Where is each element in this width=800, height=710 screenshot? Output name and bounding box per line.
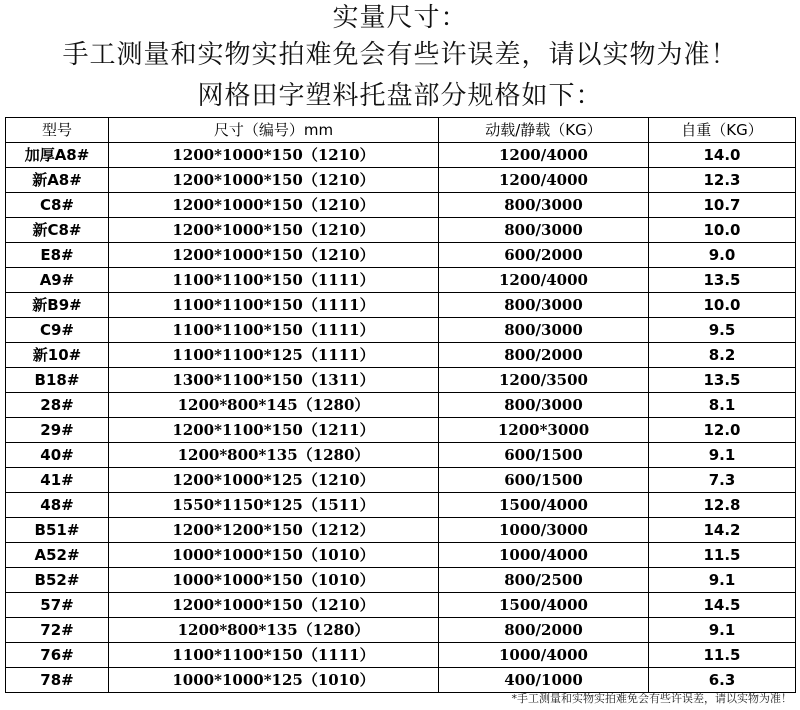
cell-load: 800/3000: [439, 293, 649, 318]
cell-weight: 14.0: [649, 143, 796, 168]
cell-load: 1500/4000: [439, 593, 649, 618]
cell-weight: 10.7: [649, 193, 796, 218]
cell-weight: 11.5: [649, 643, 796, 668]
cell-weight: 9.5: [649, 318, 796, 343]
cell-size: 1100*1100*150（1111）: [109, 643, 439, 668]
cell-weight: 9.1: [649, 618, 796, 643]
cell-load: 1200/4000: [439, 143, 649, 168]
cell-weight: 8.1: [649, 393, 796, 418]
cell-model: 57#: [6, 593, 109, 618]
title-line-1: 实量尺寸：: [332, 3, 468, 33]
cell-model: 72#: [6, 618, 109, 643]
cell-weight: 11.5: [649, 543, 796, 568]
cell-size: 1300*1100*150（1311）: [109, 368, 439, 393]
cell-weight: 6.3: [649, 668, 796, 693]
table-row: [6, 343, 796, 368]
cell-size: 1000*1000*150（1010）: [109, 543, 439, 568]
cell-model: C8#: [6, 193, 109, 218]
cell-size: 1200*1000*150（1210）: [109, 193, 439, 218]
cell-load: 1000/4000: [439, 643, 649, 668]
cell-load: 800/3000: [439, 218, 649, 243]
cell-load: 400/1000: [439, 668, 649, 693]
cell-size: 1200*1100*150（1211）: [109, 418, 439, 443]
table-row: [6, 368, 796, 393]
table-row: [6, 593, 796, 618]
cell-load: 1000/3000: [439, 518, 649, 543]
cell-model: B52#: [6, 568, 109, 593]
cell-weight: 8.2: [649, 343, 796, 368]
table-header-row: [6, 118, 796, 143]
cell-weight: 13.5: [649, 368, 796, 393]
cell-size: 1200*1200*150（1212）: [109, 518, 439, 543]
table-row: [6, 393, 796, 418]
table-body: [6, 143, 796, 693]
cell-model: C9#: [6, 318, 109, 343]
table-row: [6, 418, 796, 443]
column-header-load: 动载/静载（KG）: [439, 118, 649, 143]
table-row: [6, 143, 796, 168]
table-row: [6, 618, 796, 643]
cell-size: 1100*1100*125（1111）: [109, 343, 439, 368]
cell-model: 加厚A8#: [6, 143, 109, 168]
cell-size: 1200*1000*150（1210）: [109, 593, 439, 618]
spec-table: [5, 117, 796, 693]
cell-model: 76#: [6, 643, 109, 668]
column-header-model: 型号: [6, 118, 109, 143]
cell-weight: 7.3: [649, 468, 796, 493]
cell-load: 1200*3000: [439, 418, 649, 443]
cell-weight: 9.1: [649, 568, 796, 593]
table-row: [6, 543, 796, 568]
table-row: [6, 668, 796, 693]
table-row: [6, 218, 796, 243]
cell-model: E8#: [6, 243, 109, 268]
cell-weight: 12.8: [649, 493, 796, 518]
cell-load: 600/1500: [439, 468, 649, 493]
table-row: [6, 293, 796, 318]
cell-weight: 9.1: [649, 443, 796, 468]
table-row: [6, 443, 796, 468]
cell-model: 新C8#: [6, 218, 109, 243]
column-header-size: 尺寸（编号）mm: [109, 118, 439, 143]
cell-weight: 9.0: [649, 243, 796, 268]
table-row: [6, 568, 796, 593]
cell-weight: 13.5: [649, 268, 796, 293]
cell-size: 1200*1000*150（1210）: [109, 143, 439, 168]
cell-size: 1000*1000*125（1010）: [109, 668, 439, 693]
cell-load: 800/2000: [439, 343, 649, 368]
cell-load: 1000/4000: [439, 543, 649, 568]
cell-weight: 12.0: [649, 418, 796, 443]
cell-load: 1200/3500: [439, 368, 649, 393]
cell-size: 1550*1150*125（1511）: [109, 493, 439, 518]
cell-load: 800/3000: [439, 318, 649, 343]
cell-weight: 10.0: [649, 218, 796, 243]
footnote: *手工测量和实物实拍难免会有些许误差，请以实物为准！: [511, 692, 792, 705]
cell-model: 41#: [6, 468, 109, 493]
cell-load: 800/3000: [439, 193, 649, 218]
table-row: [6, 318, 796, 343]
cell-size: 1200*800*135（1280）: [109, 443, 439, 468]
table-row: [6, 468, 796, 493]
cell-load: 600/1500: [439, 443, 649, 468]
cell-load: 1200/4000: [439, 268, 649, 293]
cell-model: 新B9#: [6, 293, 109, 318]
cell-size: 1200*1000*150（1210）: [109, 168, 439, 193]
cell-weight: 14.5: [649, 593, 796, 618]
title-line-2: 手工测量和实物实拍难免会有些许误差，请以实物为准！: [62, 40, 738, 70]
cell-size: 1100*1100*150（1111）: [109, 268, 439, 293]
table-row: [6, 643, 796, 668]
cell-model: A9#: [6, 268, 109, 293]
cell-size: 1200*1000*125（1210）: [109, 468, 439, 493]
cell-size: 1200*800*135（1280）: [109, 618, 439, 643]
table-row: [6, 518, 796, 543]
table-row: [6, 168, 796, 193]
cell-model: 29#: [6, 418, 109, 443]
cell-size: 1100*1100*150（1111）: [109, 318, 439, 343]
cell-load: 1500/4000: [439, 493, 649, 518]
cell-model: 28#: [6, 393, 109, 418]
cell-model: 新10#: [6, 343, 109, 368]
cell-size: 1100*1100*150（1111）: [109, 293, 439, 318]
cell-load: 800/2500: [439, 568, 649, 593]
cell-model: B18#: [6, 368, 109, 393]
cell-load: 1200/4000: [439, 168, 649, 193]
cell-model: B51#: [6, 518, 109, 543]
cell-model: A52#: [6, 543, 109, 568]
cell-model: 48#: [6, 493, 109, 518]
cell-load: 800/2000: [439, 618, 649, 643]
table-row: [6, 243, 796, 268]
cell-size: 1200*1000*150（1210）: [109, 218, 439, 243]
cell-model: 40#: [6, 443, 109, 468]
cell-load: 800/3000: [439, 393, 649, 418]
cell-size: 1000*1000*150（1010）: [109, 568, 439, 593]
title-line-3: 网格田字塑料托盘部分规格如下：: [197, 81, 603, 111]
cell-weight: 10.0: [649, 293, 796, 318]
cell-model: 78#: [6, 668, 109, 693]
cell-size: 1200*1000*150（1210）: [109, 243, 439, 268]
cell-load: 600/2000: [439, 243, 649, 268]
cell-weight: 14.2: [649, 518, 796, 543]
table-row: [6, 493, 796, 518]
cell-size: 1200*800*145（1280）: [109, 393, 439, 418]
table-row: [6, 268, 796, 293]
table-row: [6, 193, 796, 218]
column-header-weight: 自重（KG）: [649, 118, 796, 143]
cell-weight: 12.3: [649, 168, 796, 193]
cell-model: 新A8#: [6, 168, 109, 193]
